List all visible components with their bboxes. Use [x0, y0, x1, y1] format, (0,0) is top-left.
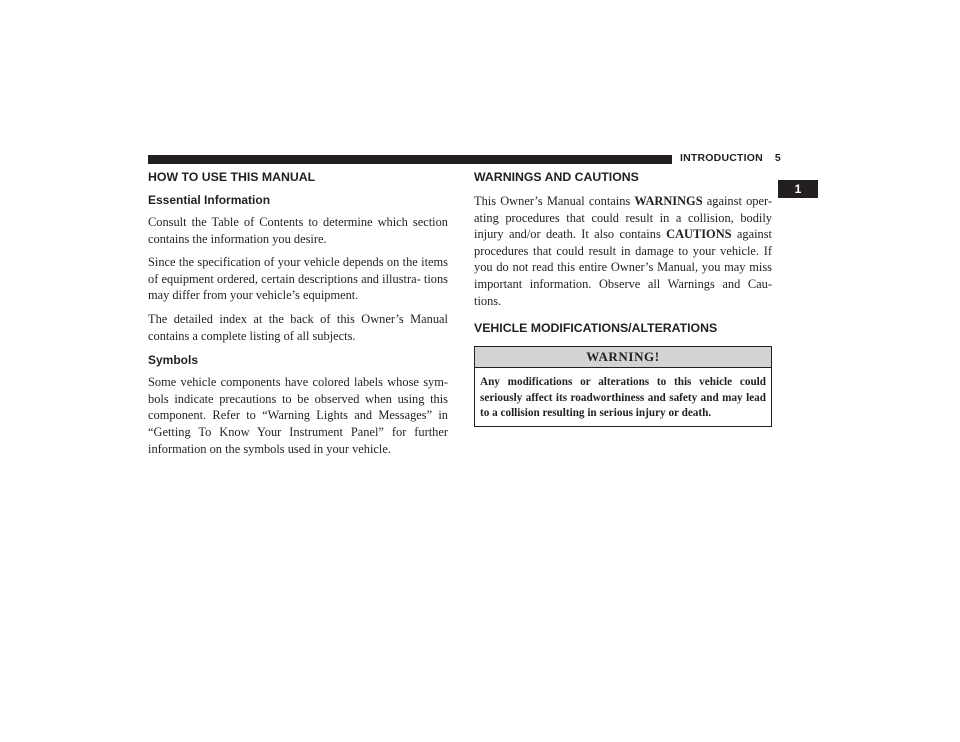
- modifications-heading: VEHICLE MODIFICATIONS/ALTERATIONS: [474, 321, 718, 336]
- warning-text: Any modifications or alterations to this vehicle could seriously affect its roadworthiness and safety and may lead to a collision resulting in serious injury or death.: [480, 376, 766, 419]
- how-to-use-heading: HOW TO USE THIS MANUAL: [148, 170, 316, 184]
- warning-title: WARNING!: [475, 347, 771, 368]
- cautions-keyword: CAUTIONS: [666, 227, 732, 242]
- essential-paragraph-3: The detailed index at the back of this Owner’s Manual contains a complete listing of all subjects.: [148, 311, 448, 343]
- symbols-subheading: Symbols: [148, 353, 199, 368]
- section-title: INTRODUCTION: [680, 152, 763, 164]
- right-column: [474, 170, 772, 427]
- page-number: 5: [774, 152, 781, 164]
- warnings-keyword: WARNINGS: [634, 194, 703, 208]
- running-header: [680, 152, 781, 164]
- header-rule: [148, 155, 672, 164]
- warnings-cautions-heading: WARNINGS AND CAUTIONS: [474, 170, 639, 184]
- chapter-tab: 1: [778, 180, 818, 198]
- symbols-paragraph: Some vehicle components have colored labels whose sym- bols indicate precautions to be observed when using this component. Refer to “Warning Lights and Messages” in “Getting To Know Your Instrument Panel” for further information on the symbols used in your vehicle.: [148, 375, 448, 456]
- essential-paragraph-1: Consult the Table of Contents to determine which section contains the information you desire.: [148, 215, 448, 246]
- left-column: [148, 170, 448, 464]
- warning-box: [474, 346, 772, 427]
- essential-info-subheading: Essential Information: [148, 193, 271, 207]
- warnings-cautions-paragraph: This Owner’s Manual contains WARNINGS against oper- ating procedures that could result in a collision, bodily injury and/or death. It also contains CAUTIONS against procedures that could result in damage to your vehicle. If you do not read this entire Owner’s Manual, you may miss important information. Observe all Warnings and Cau- tions.: [474, 194, 772, 308]
- essential-paragraph-2: Since the specification of your vehicle depends on the items of equipment ordered, certain descriptions and illustra- tions may differ from your vehicle’s equipment.: [148, 255, 448, 303]
